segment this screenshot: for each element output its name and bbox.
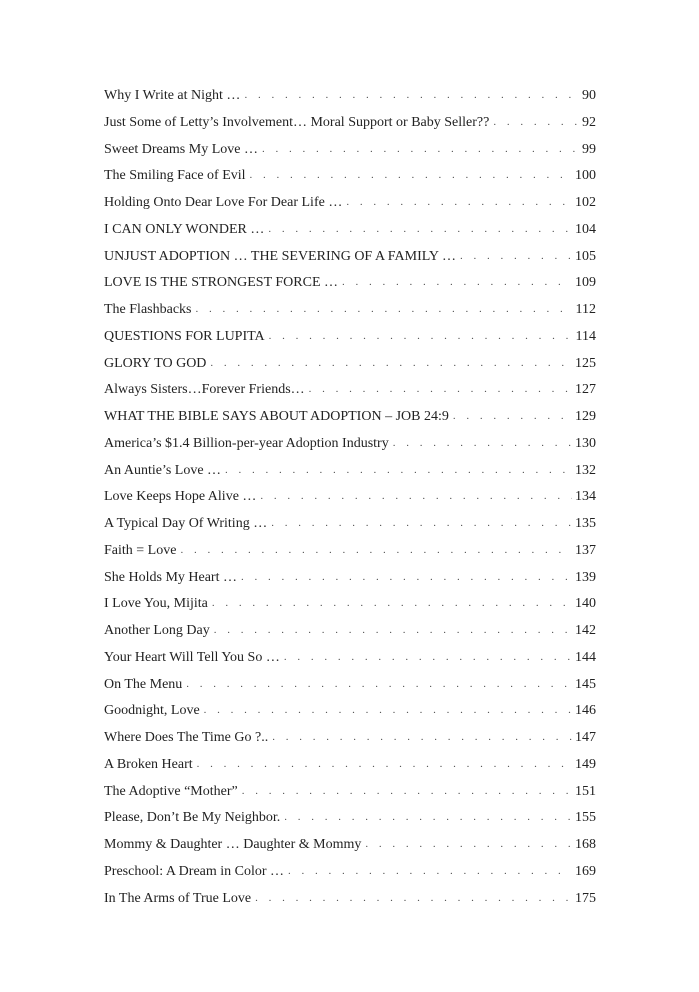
toc-entry-title: Sweet Dreams My Love … xyxy=(104,141,258,157)
toc-entry xyxy=(104,404,596,431)
toc-entry-title: A Typical Day Of Writing … xyxy=(104,516,268,531)
toc-entry-page-number: 92 xyxy=(582,114,596,130)
toc-entry-title: Holding Onto Dear Love For Dear Life … xyxy=(104,195,343,210)
toc-entry-page-number: 102 xyxy=(575,195,596,210)
toc-entry xyxy=(104,591,596,618)
toc-entry-page-number: 142 xyxy=(575,623,596,638)
toc-entry xyxy=(104,618,596,645)
toc-entry-page-number: 155 xyxy=(575,810,596,826)
toc-entry-page-number: 100 xyxy=(575,168,596,184)
toc-entry-page-number: 140 xyxy=(575,596,596,612)
dot-leader xyxy=(180,537,572,564)
dot-leader xyxy=(365,831,572,858)
dot-leader xyxy=(197,751,572,778)
dot-leader xyxy=(393,430,572,457)
toc-entry-page-number: 104 xyxy=(575,221,596,237)
toc-entry-title: The Smiling Face of Evil xyxy=(104,168,246,184)
table-of-contents xyxy=(104,83,596,912)
toc-entry xyxy=(104,779,596,806)
toc-entry-title: A Broken Heart xyxy=(104,756,193,772)
toc-entry-title: Another Long Day xyxy=(104,623,210,638)
toc-entry-title: Just Some of Letty’s Involvement… Moral Support or Baby Seller?? xyxy=(104,114,490,130)
toc-entry-page-number: 105 xyxy=(575,248,596,264)
toc-entry xyxy=(104,805,596,832)
dot-leader xyxy=(309,376,572,403)
toc-entry xyxy=(104,217,596,244)
toc-entry-title: I Love You, Mijita xyxy=(104,596,208,612)
dot-leader xyxy=(195,296,572,323)
toc-entry xyxy=(104,137,596,164)
toc-entry-title: WHAT THE BIBLE SAYS ABOUT ADOPTION – JOB 24:9 xyxy=(104,409,449,424)
dot-leader xyxy=(262,136,579,163)
toc-entry-title: She Holds My Heart … xyxy=(104,569,237,585)
dot-leader xyxy=(260,483,572,510)
dot-leader xyxy=(242,778,572,805)
toc-entry xyxy=(104,832,596,859)
toc-entry xyxy=(104,83,596,110)
toc-entry-title: Faith = Love xyxy=(104,542,177,558)
toc-entry xyxy=(104,752,596,779)
toc-entry xyxy=(104,244,596,271)
toc-entry-page-number: 149 xyxy=(575,756,596,772)
toc-entry-title: The Flashbacks xyxy=(104,302,192,317)
toc-entry-page-number: 144 xyxy=(575,649,596,665)
toc-entry-title: Your Heart Will Tell You So … xyxy=(104,649,280,665)
dot-leader xyxy=(250,162,572,189)
toc-entry-page-number: 132 xyxy=(575,462,596,478)
toc-entry-page-number: 112 xyxy=(575,302,596,317)
toc-entry-page-number: 130 xyxy=(575,435,596,451)
toc-entry xyxy=(104,351,596,378)
toc-entry-title: Where Does The Time Go ?.. xyxy=(104,730,269,745)
toc-entry-title: On The Menu xyxy=(104,676,183,692)
dot-leader xyxy=(212,590,572,617)
dot-leader xyxy=(346,189,572,216)
dot-leader xyxy=(453,403,572,430)
toc-entry xyxy=(104,484,596,511)
toc-entry xyxy=(104,859,596,886)
toc-entry xyxy=(104,297,596,324)
toc-entry-page-number: 109 xyxy=(575,275,596,291)
toc-entry-title: LOVE IS THE STRONGEST FORCE … xyxy=(104,275,339,291)
toc-entry-page-number: 168 xyxy=(575,837,596,852)
toc-entry xyxy=(104,672,596,699)
dot-leader xyxy=(255,885,572,912)
toc-entry-title: In The Arms of True Love xyxy=(104,890,252,906)
toc-entry-page-number: 151 xyxy=(575,783,596,799)
toc-entry-page-number: 169 xyxy=(575,863,596,879)
toc-entry-title: QUESTIONS FOR LUPITA xyxy=(104,328,265,344)
toc-entry-title: UNJUST ADOPTION … THE SEVERING OF A FAMILY … xyxy=(104,248,456,264)
dot-leader xyxy=(460,243,572,270)
dot-leader xyxy=(272,724,572,751)
toc-entry-page-number: 139 xyxy=(575,569,596,585)
dot-leader xyxy=(493,109,579,136)
toc-entry xyxy=(104,377,596,404)
toc-entry-page-number: 147 xyxy=(575,730,596,745)
toc-entry xyxy=(104,886,596,913)
toc-entry-title: Mommy & Daughter … Daughter & Mommy xyxy=(104,837,362,852)
toc-entry-title: Goodnight, Love xyxy=(104,703,200,719)
toc-entry-title: Preschool: A Dream in Color … xyxy=(104,863,285,879)
dot-leader xyxy=(284,644,572,671)
dot-leader xyxy=(214,617,572,644)
toc-entry-page-number: 125 xyxy=(575,355,596,371)
toc-entry-page-number: 146 xyxy=(575,703,596,719)
dot-leader xyxy=(269,323,573,350)
dot-leader xyxy=(271,510,572,537)
toc-entry xyxy=(104,511,596,538)
toc-entry-page-number: 129 xyxy=(575,409,596,424)
toc-entry-page-number: 99 xyxy=(582,141,596,157)
toc-entry-title: I CAN ONLY WONDER … xyxy=(104,221,265,237)
toc-entry xyxy=(104,698,596,725)
toc-entry xyxy=(104,725,596,752)
toc-entry-title: America’s $1.4 Billion-per-year Adoption Industry xyxy=(104,435,389,451)
toc-entry xyxy=(104,110,596,137)
toc-entry-title: Always Sisters…Forever Friends… xyxy=(104,382,305,398)
dot-leader xyxy=(225,457,572,484)
toc-entry-page-number: 175 xyxy=(575,890,596,906)
dot-leader xyxy=(210,350,572,377)
toc-entry-page-number: 145 xyxy=(575,676,596,692)
toc-entry xyxy=(104,565,596,592)
toc-entry-page-number: 127 xyxy=(575,382,596,398)
toc-entry xyxy=(104,645,596,672)
dot-leader xyxy=(186,671,572,698)
toc-entry xyxy=(104,538,596,565)
toc-entry xyxy=(104,190,596,217)
toc-entry-page-number: 137 xyxy=(575,542,596,558)
toc-entry xyxy=(104,324,596,351)
toc-entry-title: Why I Write at Night … xyxy=(104,88,241,103)
toc-entry-title: The Adoptive “Mother” xyxy=(104,783,238,799)
toc-entry-page-number: 114 xyxy=(575,328,596,344)
toc-entry-title: An Auntie’s Love … xyxy=(104,462,222,478)
dot-leader xyxy=(268,216,572,243)
dot-leader xyxy=(284,804,572,831)
toc-entry xyxy=(104,270,596,297)
dot-leader xyxy=(288,858,572,885)
dot-leader xyxy=(241,564,572,591)
dot-leader xyxy=(244,82,579,109)
toc-entry-title: Please, Don’t Be My Neighbor. xyxy=(104,810,281,826)
toc-entry-title: Love Keeps Hope Alive … xyxy=(104,489,257,505)
toc-entry xyxy=(104,431,596,458)
toc-entry-page-number: 134 xyxy=(575,489,596,505)
toc-entry-page-number: 135 xyxy=(575,516,596,531)
toc-entry-page-number: 90 xyxy=(582,88,596,103)
dot-leader xyxy=(342,269,572,296)
toc-entry xyxy=(104,458,596,485)
toc-entry xyxy=(104,163,596,190)
toc-entry-title: GLORY TO GOD xyxy=(104,355,207,371)
dot-leader xyxy=(204,697,572,724)
